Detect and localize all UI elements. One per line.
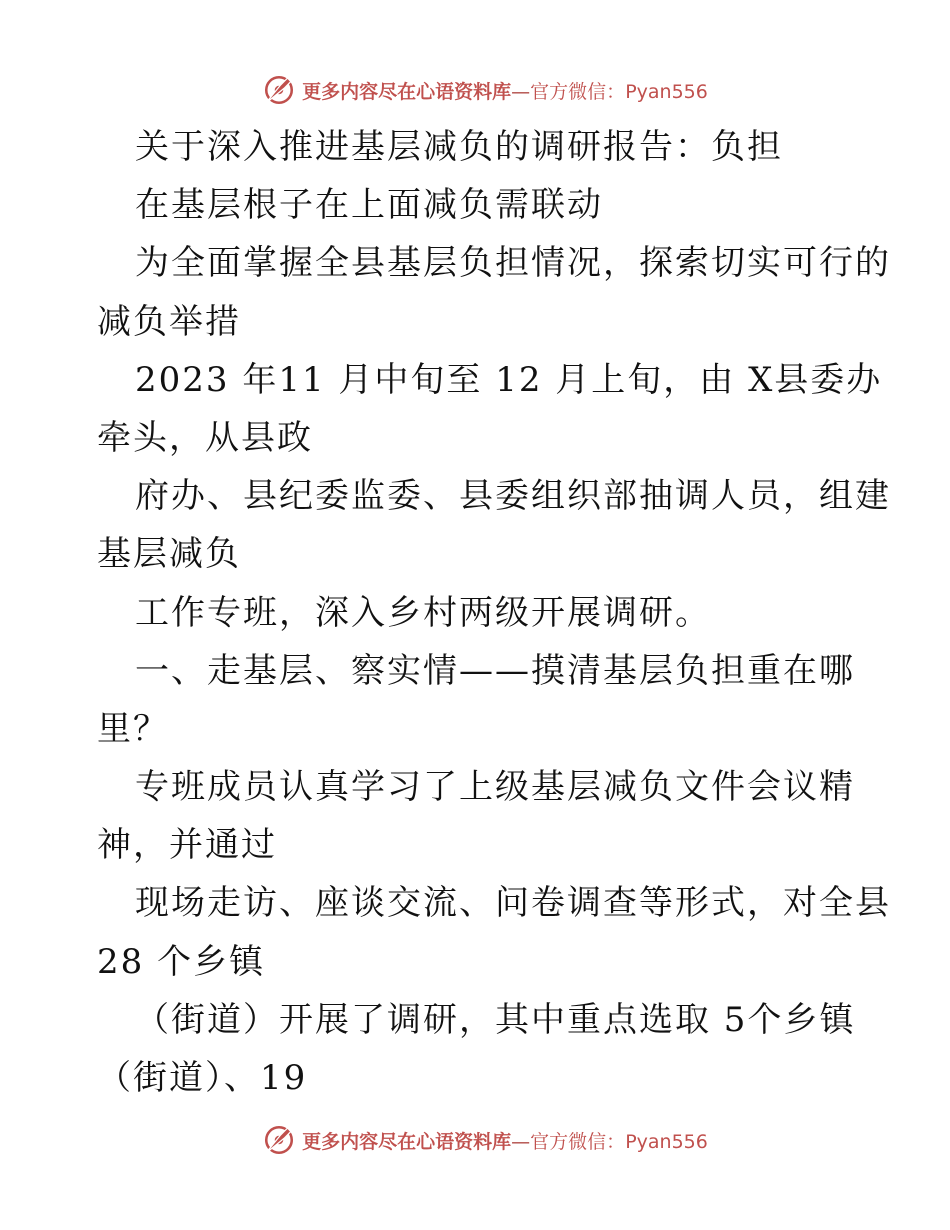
watermark-brand: 更多内容尽在心语资料库 bbox=[302, 80, 512, 103]
watermark-account-id: Pyan556 bbox=[625, 80, 708, 103]
watermark-account-label: 官方微信： bbox=[530, 1130, 626, 1153]
watermark-account-id: Pyan556 bbox=[625, 1130, 708, 1153]
watermark-group bbox=[242, 1123, 708, 1157]
text-line: 基层减负 bbox=[97, 534, 241, 575]
text-line: 里？ bbox=[97, 708, 169, 749]
text-line: 28 个乡镇 bbox=[97, 941, 266, 982]
watermark-separator: — bbox=[511, 80, 531, 103]
text-line: 减负举措 bbox=[97, 301, 241, 342]
text-line: 一、走基层、察实情——摸清基层负担重在哪 bbox=[135, 650, 855, 691]
quill-seal-icon bbox=[262, 73, 296, 107]
text-line: （街道）开展了调研，其中重点选取 5个乡镇 bbox=[135, 999, 856, 1040]
text-line: 现场走访、座谈交流、问卷调查等形式，对全县 bbox=[135, 883, 891, 924]
document-body bbox=[97, 118, 891, 1107]
header-watermark bbox=[0, 72, 950, 108]
text-line: 2023 年11 月中旬至 12 月上旬，由 X县委办 bbox=[135, 359, 883, 400]
text-line: 关于深入推进基层减负的调研报告：负担 bbox=[135, 127, 783, 167]
text-line: 神，并通过 bbox=[97, 825, 277, 866]
watermark-group bbox=[242, 73, 708, 107]
watermark-separator: — bbox=[511, 1130, 531, 1153]
watermark-text bbox=[302, 77, 708, 104]
text-line: 在基层根子在上面减负需联动 bbox=[135, 185, 603, 226]
text-line: 工作专班，深入乡村两级开展调研。 bbox=[135, 592, 711, 633]
watermark-text bbox=[302, 1127, 708, 1154]
quill-seal-icon bbox=[262, 1123, 296, 1157]
footer-watermark bbox=[0, 1122, 950, 1158]
watermark-brand: 更多内容尽在心语资料库 bbox=[302, 1130, 512, 1153]
text-line: 牵头，从县政 bbox=[97, 417, 313, 458]
watermark-account-label: 官方微信： bbox=[530, 80, 626, 103]
text-line: 府办、县纪委监委、县委组织部抽调人员，组建 bbox=[135, 476, 891, 517]
text-line: （街道）、19 bbox=[97, 1058, 308, 1098]
text-line: 专班成员认真学习了上级基层减负文件会议精 bbox=[135, 767, 855, 808]
text-line: 为全面掌握全县基层负担情况，探索切实可行的 bbox=[135, 243, 891, 284]
